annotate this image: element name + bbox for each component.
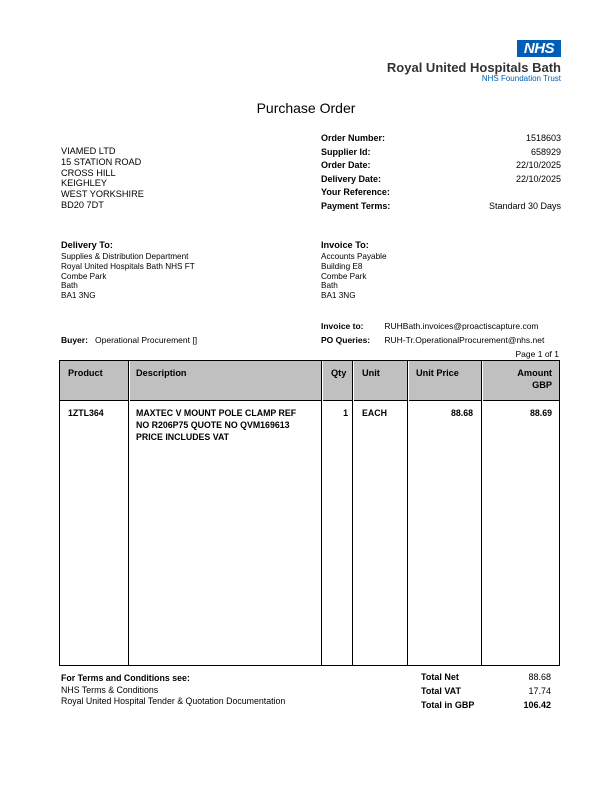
row-description bbox=[136, 407, 316, 443]
delivery-line: Bath bbox=[61, 281, 78, 291]
buyer-value: Operational Procurement [] bbox=[95, 335, 198, 345]
column-divider bbox=[407, 361, 408, 665]
column-divider bbox=[128, 361, 129, 665]
document-title: Purchase Order bbox=[256, 100, 356, 116]
supplier-id-value: 658929 bbox=[530, 146, 561, 157]
row-unit-price: 88.68 bbox=[450, 408, 473, 418]
queries-contact bbox=[321, 335, 544, 345]
order-number-value: 1518603 bbox=[525, 133, 561, 143]
supplier-line: CROSS HILL bbox=[61, 167, 116, 178]
table-header bbox=[60, 361, 559, 401]
order-date-value: 22/10/2025 bbox=[515, 160, 561, 170]
buyer-label: Buyer: bbox=[61, 335, 88, 345]
header-description: Description bbox=[136, 368, 187, 378]
delivery-title: Delivery To: bbox=[61, 240, 113, 250]
header-unit-price: Unit Price bbox=[416, 368, 459, 378]
row-unit: EACH bbox=[362, 408, 387, 418]
invoice-address bbox=[321, 240, 387, 301]
total-gbp-row bbox=[421, 700, 551, 714]
row-product: 1ZTL364 bbox=[68, 408, 104, 418]
description-line: MAXTEC V MOUNT POLE CLAMP REF bbox=[136, 408, 297, 418]
total-label: Total in GBP bbox=[421, 700, 475, 710]
order-details bbox=[321, 133, 561, 214]
invoice-line: Accounts Payable bbox=[321, 252, 387, 261]
order-date-row bbox=[321, 160, 561, 174]
totals bbox=[421, 672, 551, 714]
column-divider bbox=[481, 361, 482, 665]
total-vat-row bbox=[421, 686, 551, 700]
total-vat-value: 17.74 bbox=[528, 686, 551, 696]
description-line: NO R206P75 QUOTE NO QVM169613 bbox=[136, 420, 290, 430]
row-qty: 1 bbox=[343, 408, 348, 418]
terms-link[interactable]: Royal United Hospital Tender & Quotation Documentation bbox=[61, 696, 286, 706]
supplier-line: BD20 7DT bbox=[61, 199, 104, 210]
supplier-line: WEST YORKSHIRE bbox=[61, 189, 144, 200]
invoice-line: Bath bbox=[321, 281, 338, 291]
supplier-id-row bbox=[321, 147, 561, 161]
delivery-date-row bbox=[321, 174, 561, 188]
order-number-row bbox=[321, 133, 561, 147]
meta-label: Delivery Date: bbox=[321, 173, 382, 184]
supplier-line: 15 STATION ROAD bbox=[61, 156, 142, 167]
meta-label: Order Date: bbox=[321, 160, 371, 170]
payment-terms-value: Standard 30 Days bbox=[488, 200, 561, 211]
organisation-name: Royal United Hospitals Bath bbox=[386, 60, 561, 75]
meta-label: Your Reference: bbox=[321, 187, 390, 197]
total-gbp-value: 106.42 bbox=[523, 700, 551, 710]
queries-email-link[interactable]: RUH-Tr.OperationalProcurement@nhs.net bbox=[384, 335, 545, 345]
delivery-line: Royal United Hospitals Bath NHS FT bbox=[61, 261, 195, 271]
terms-section bbox=[61, 673, 285, 708]
total-net-row bbox=[421, 672, 551, 686]
payment-terms-row bbox=[321, 201, 561, 215]
delivery-address bbox=[61, 240, 195, 301]
header-currency: GBP bbox=[532, 380, 552, 390]
organisation-subtitle: NHS Foundation Trust bbox=[481, 74, 561, 83]
invoice-line: Building E8 bbox=[321, 261, 363, 271]
invoice-title: Invoice To: bbox=[321, 240, 369, 250]
terms-link[interactable]: NHS Terms & Conditions bbox=[61, 684, 159, 695]
meta-label: Payment Terms: bbox=[321, 200, 391, 211]
invoice-line: BA1 3NG bbox=[321, 291, 356, 301]
description-line: PRICE INCLUDES VAT bbox=[136, 432, 230, 442]
invoice-email-link[interactable]: RUHBath.invoices@proactiscapture.com bbox=[384, 321, 539, 331]
column-divider bbox=[352, 361, 353, 665]
delivery-line: Supplies & Distribution Department bbox=[61, 252, 189, 261]
row-amount: 88.69 bbox=[529, 408, 552, 418]
header-product: Product bbox=[68, 368, 103, 378]
terms-title: For Terms and Conditions see: bbox=[61, 673, 190, 683]
meta-label: Supplier Id: bbox=[321, 146, 371, 157]
total-label: Total VAT bbox=[421, 686, 461, 696]
header-unit: Unit bbox=[362, 368, 380, 378]
header-amount: Amount bbox=[517, 368, 552, 378]
delivery-line: Combe Park bbox=[61, 271, 107, 281]
page-number: Page 1 of 1 bbox=[515, 349, 559, 359]
supplier-line: KEIGHLEY bbox=[61, 178, 107, 189]
total-label: Total Net bbox=[421, 672, 459, 682]
supplier-address bbox=[61, 146, 144, 211]
nhs-logo: NHS bbox=[517, 40, 561, 57]
delivery-date-value: 22/10/2025 bbox=[515, 173, 561, 184]
meta-label: Order Number: bbox=[321, 133, 386, 143]
queries-contact-label: PO Queries: bbox=[321, 335, 371, 345]
header-qty: Qty bbox=[331, 368, 347, 378]
invoice-contact-label: Invoice to: bbox=[321, 321, 364, 331]
invoice-contact bbox=[321, 321, 539, 331]
supplier-line: VIAMED LTD bbox=[61, 146, 116, 156]
your-reference-row bbox=[321, 187, 561, 201]
invoice-line: Combe Park bbox=[321, 271, 367, 281]
total-net-value: 88.68 bbox=[528, 672, 551, 682]
line-items-table bbox=[59, 360, 560, 666]
buyer bbox=[61, 335, 197, 345]
delivery-line: BA1 3NG bbox=[61, 291, 96, 301]
